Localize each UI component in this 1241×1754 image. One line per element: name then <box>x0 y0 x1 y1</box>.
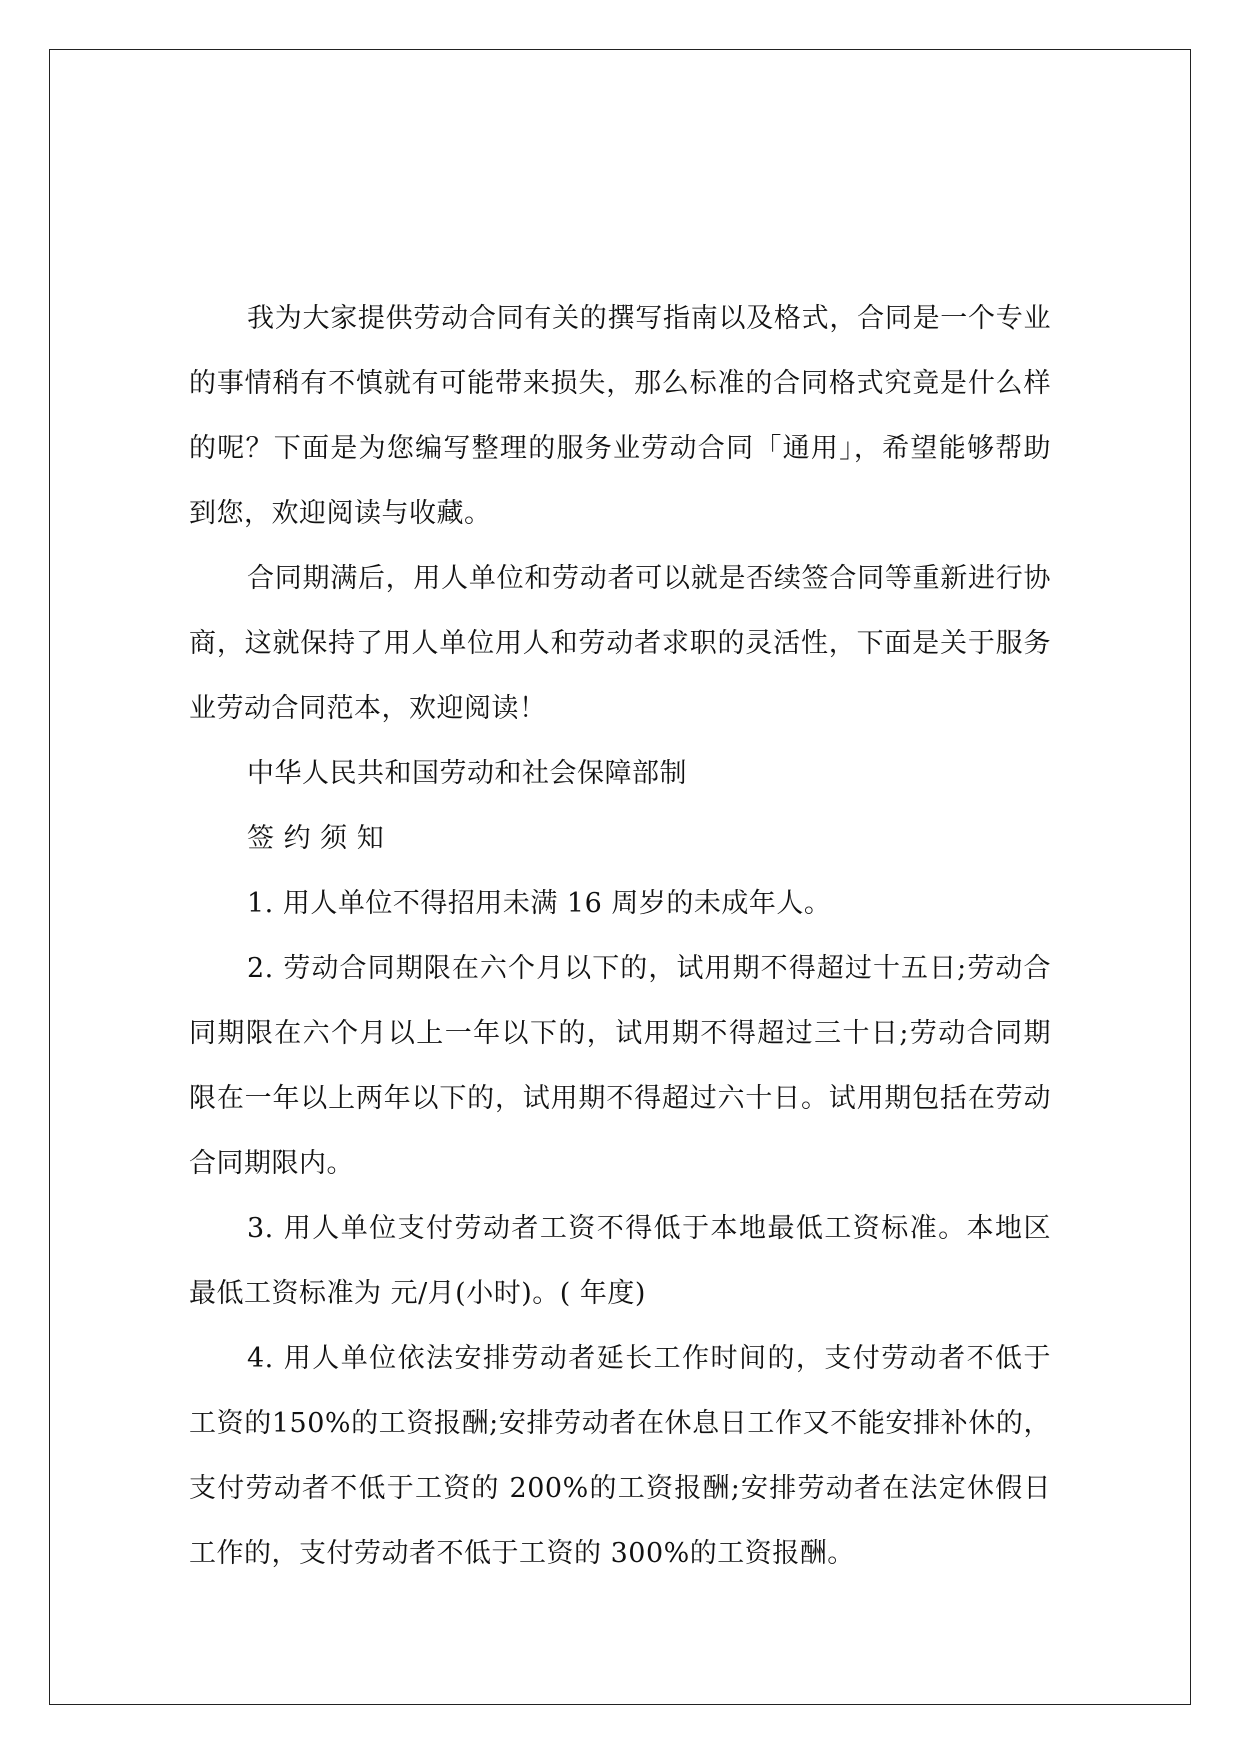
intro-paragraph: 我为大家提供劳动合同有关的撰写指南以及格式，合同是一个专业的事情稍有不慎就有可能带来损失，那么标准的合同格式究竟是什么样的呢？下面是为您编写整理的服务业劳动合同「通用」，希望能够帮助到您，欢迎阅读与收藏。 <box>189 303 1051 529</box>
notice-item-2: 2. 劳动合同期限在六个月以下的，试用期不得超过十五日;劳动合同期限在六个月以上一年以下的，试用期不得超过三十日;劳动合同期限在一年以上两年以下的，试用期不得超过六十日。试用期包括在劳动合同期限内。 <box>189 953 1051 1179</box>
notice-item-1: 1. 用人单位不得招用未满 16 周岁的未成年人。 <box>247 888 832 919</box>
section-heading: 签 约 须 知 <box>247 823 385 854</box>
notice-item-4: 4. 用人单位依法安排劳动者延长工作时间的，支付劳动者不低于工资的150%的工资报酬;安排劳动者在休息日工作又不能安排补休的，支付劳动者不低于工资的 200%的工资报酬;安排劳动者在法定休假日工作的，支付劳动者不低于工资的 300%的工资报酬。 <box>189 1343 1051 1569</box>
document-body <box>189 286 1051 1586</box>
issuer-line: 中华人民共和国劳动和社会保障部制 <box>247 758 687 789</box>
notice-item-3: 3. 用人单位支付劳动者工资不得低于本地最低工资标准。本地区最低工资标准为 元/月(小时)。( 年度) <box>189 1213 1051 1309</box>
contract-expiry-paragraph: 合同期满后，用人单位和劳动者可以就是否续签合同等重新进行协商，这就保持了用人单位用人和劳动者求职的灵活性，下面是关于服务业劳动合同范本，欢迎阅读！ <box>189 563 1051 724</box>
